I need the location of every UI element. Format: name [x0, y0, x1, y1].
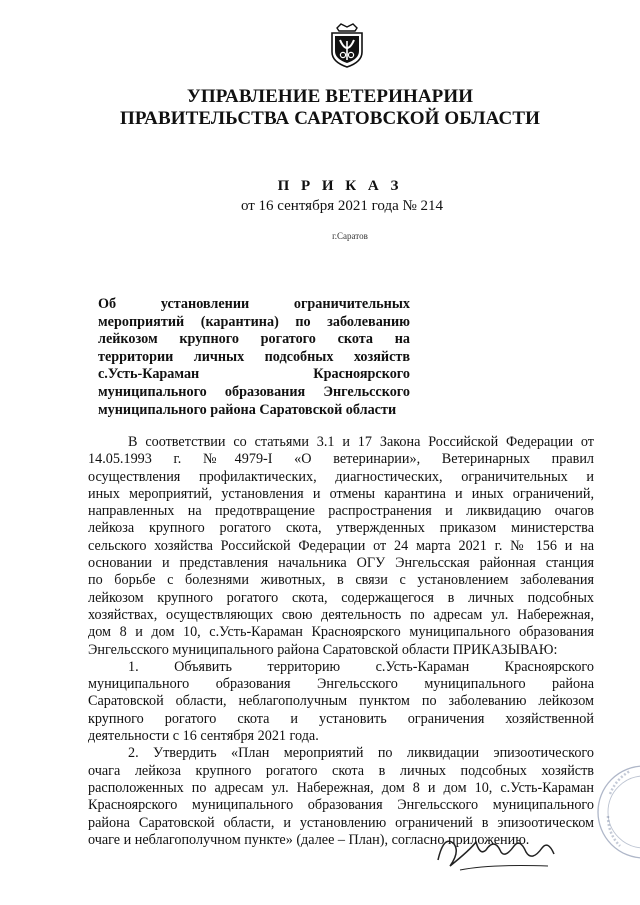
order-city: г.Саратов — [332, 231, 368, 241]
order-date-number: от 16 сентября 2021 года № 214 — [240, 198, 444, 214]
body-line: деятельности с 16 сентября 2021 года. — [88, 728, 319, 745]
body-line: 1. Объявить территорию с.Усть-Караман Красноярского — [128, 658, 594, 675]
body-line: 2. Утвердить «План мероприятий по ликвидации эпизоотического — [128, 745, 594, 762]
agency-line-2: ПРАВИТЕЛЬСТВА САРАТОВСКОЙ ОБЛАСТИ — [119, 108, 540, 129]
body-line: Красноярского муниципального образования Энгельсского муниципального — [88, 797, 594, 814]
body-line: Саратовской области, неблагополучным пунктом по заболеванию лейкозом — [88, 693, 594, 710]
saratov-coat-of-arms-icon — [329, 22, 365, 68]
body-line: направленных на предотвращение распространения и ликвидацию очагов — [88, 503, 594, 520]
agency-line-1: УПРАВЛЕНИЕ ВЕТЕРИНАРИИ — [186, 86, 474, 107]
body-line: лейкоза крупного рогатого скота, утвержденных приказом министерства — [88, 520, 594, 537]
order-title: П Р И К А З — [277, 178, 403, 194]
subject-line: территории личных подсобных хозяйств — [98, 348, 410, 365]
order-subject — [98, 296, 410, 419]
body-line: В соответствии со статьями 3.1 и 17 Закона Российской Федерации от — [128, 434, 594, 450]
body-line: основании и представления начальника ОГУ Энгельсская районная станция — [88, 555, 594, 572]
subject-line: лейкозом крупного рогатого скота на — [98, 331, 410, 348]
subject-line: муниципального образования Энгельсского — [98, 383, 410, 400]
body-line: района Саратовской области, и установлению ограничений в эпизоотическом — [88, 814, 594, 831]
body-line: хозяйствах, осуществляющих свою деятельность по адресам ул. Набережная, — [88, 606, 594, 623]
signature-icon — [430, 820, 570, 880]
body-line: лейкозом крупного рогатого скота, содержащегося в личных подсобных — [88, 589, 594, 606]
subject-line: с.Усть-Караман Красноярского — [98, 366, 410, 383]
body-line: очага лейкоза крупного рогатого скота в личных подсобных хозяйств — [88, 762, 594, 779]
official-stamp-icon — [596, 754, 640, 864]
body-line: очаге и неблагополучном пункте» (далее – План), согласно приложению. — [88, 831, 530, 848]
body-line: сельского хозяйства Российской Федерации от 24 марта 2021 г. № 156 и на — [88, 537, 594, 554]
body-line: Энгельсского муниципального района Саратовской области ПРИКАЗЫВАЮ: — [88, 641, 558, 658]
body-line: крупного рогатого скота и установить ограничения хозяйственной — [88, 710, 594, 727]
body-line: осуществления профилактических, диагностических, ограничительных и — [88, 468, 594, 485]
order-body — [88, 434, 594, 849]
body-line: иных мероприятий, установления и отмены карантина и иных ограничений, — [88, 485, 594, 502]
body-line: 14.05.1993 г. №4979-I «О ветеринарии», Ветеринарных правил — [88, 451, 594, 468]
body-line: дом 8 и дом 10, с.Усть-Караман Красноярского муниципального образования — [88, 624, 594, 641]
body-line: по борьбе с болезнями животных, в связи с установлением заболевания — [88, 572, 594, 589]
agency-name — [60, 86, 600, 130]
body-line: расположенных по адресам ул. Набережная, дом 8 и дом 10, с.Усть-Караман — [88, 779, 594, 796]
subject-line: муниципального района Саратовской области — [98, 401, 397, 418]
subject-line: мероприятий (карантина) по заболеванию — [98, 313, 410, 330]
body-line: муниципального образования Энгельсского муниципального района — [88, 676, 594, 693]
subject-line: Об установлении ограничительных — [98, 296, 410, 312]
